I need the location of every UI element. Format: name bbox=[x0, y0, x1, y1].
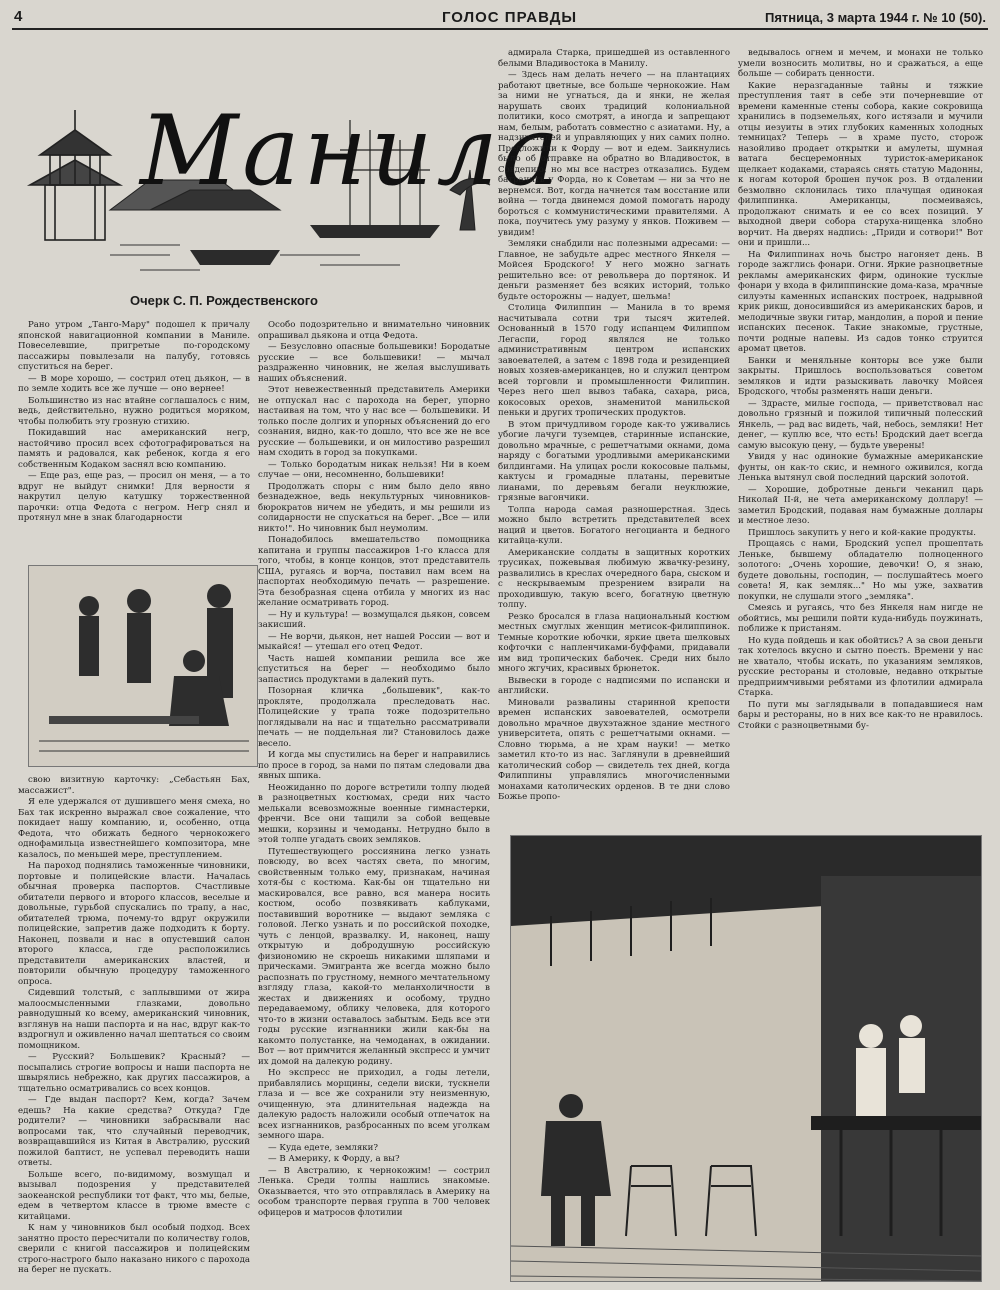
bar-drawing bbox=[511, 836, 981, 1281]
paragraph: Но экспресс не приходил, а годы летели, прибавлялись морщины, седели виски, тускнели глаза и — все же сохранили эту неизменную, очищенную, эта длинительная надежда на далекую радость наложили особый отпечаток на всех изгнанников, разбросанных по всем уголкам земного шара. bbox=[258, 1068, 490, 1141]
paragraph: — В Америку, к Форду, а вы? bbox=[268, 1154, 400, 1164]
paragraph: Но куда пойдешь и как обойтись? А за свои деньги так хотелось вкусно и сытно поесть. Времени у нас не хватало, чтобы искать, по указаниям земляков, русские рестораны и столовые, недавно открытые предприимчивыми ребятами из флотилии адмирала Старка. bbox=[738, 635, 983, 698]
paragraph: В этом причудливом городе как-то уживались убогие лачуги туземцев, старинные испанские, довольно мрачные, с решетчатыми окнами, дома наряду с богатыми уродливыми американскими билдингами. На улицах росли кокосовые пальмы, кактусы и громадные платаны, перевитые лианами, по деревьям бегали неуклюжие, грязные вагончики. bbox=[498, 419, 730, 503]
paragraph: — В Австралию, к чернокожим! — сострил Ленька. Среди толпы нашлись знакомые. Оказывается, что это отправлялась в Америку на особом транспорте первая группа в 700 человек офицеров и матросов флотилии bbox=[258, 1165, 490, 1218]
paragraph: Часть нашей компании решила все же спуститься на берег — необходимо было запастись продуктами в далекий путь. bbox=[258, 653, 490, 685]
issue-date: Пятница, 3 марта 1944 г. № 10 (50). bbox=[764, 10, 986, 25]
paragraph: Сидевший толстый, с заплывшими от жира малоосмысленными глазками, довольно равнодушный ко всему, американский чиновник, взглянув на наши паспорта и на нас, вдруг как-то вздрогнул и оживленно начал шептаться со своим помощником. bbox=[18, 988, 250, 1051]
paragraph: — Еще раз, еще раз, — просил он меня, — а то вдруг не выйдут снимки! Для верности я накрутил целую катушку торжественной парочки: отца Федота с негром. Негр снял и протянул мне в знак благодарности bbox=[18, 471, 250, 523]
bar-illustration bbox=[510, 835, 982, 1282]
page-header bbox=[12, 6, 988, 30]
article-byline: Очерк С. П. Рождественского bbox=[130, 293, 318, 308]
paragraph: Особо подозрительно и внимательно чиновник опрашивал дьякона и отца Федота. bbox=[258, 320, 490, 341]
paragraph: И когда мы спустились на берег и направились по просе в город, за нами по пятам следовали два явных шпика. bbox=[258, 750, 490, 781]
paragraph: Столица Филиппин — Манила в то время насчитывала сотни три тысяч жителей. Основанный в 1570 году испанцем Филиппом Легаспи, город являлся не только административным центром испанских завоевателей, а затем с 1898 года и резиденцией новых хозяев-американцев, но и служил центром всей торговли и промышленности Филиппин. Через него шел вывоз табака, сахара, риса, кокосовых орехов, знаменитой манильской пеньки и других тропических продуктов. bbox=[498, 303, 730, 418]
paragraph: — Где выдан паспорт? Кем, когда? Зачем едешь? На какие средства? Откуда? Где родители? — чиновники забрасывали нас вопросами так, что случайный переводчик, возвращавшийся из Китая в Австралию, русский пожилой баптист, не успевал переводить наши ответы. bbox=[18, 1095, 250, 1168]
paragraph: — Не ворчи, дьякон, нет нашей России — вот и мыкайся! — утешал его отец Федот. bbox=[258, 631, 490, 652]
paragraph: Банки и меняльные конторы все уже были закрыты. Пришлось воспользоваться советом земляков и идти разыскивать лавочку Мойсея Бродского, чтобы разменять наши деньги. bbox=[738, 355, 983, 397]
paragraph: Какие неразгаданные тайны и тяжкие преступления таят в себе эти почерневшие от времени каменные стены собора, какие сокровища хранились в подземельях, кого истязали и мучили отцы иезуиты в этих глубоких каменных холодных темницах? Теперь — в храме пусто, сторож назойливо продает открытки и амулеты, шумная ватага бесцеремонных туристок-американок щелкает кодаками, стараясь снять статую Мадонны, к ногам которой брошен пучок роз. В отдалении безмолвно склонилась тихо плачущая одинокая филиппинка. Американцы, посмеиваясь, продолжают снимать и ее со всех позиций. У выходной двери собора старуха-нищенка злобно ворчит. На дверях надпись: „Приди и сотвори!" Вот они и пришли... bbox=[738, 80, 983, 248]
paragraph: На пароход поднялись таможенные чиновники, портовые и полицейские власти. Началась обычная проверка паспортов. Счастливые обитатели первого и второго классов, веселые и довольные, гурьбой спускались по трапу, а нас, обитателей трюма, почему-то вдруг окружили полицейские, запретив даже подходить к борту. Наконец, позвали и нас в опустевший салон второго класса, где расположились представители американских властей, и повторили обычную процедуру таможенного опроса. bbox=[18, 861, 250, 987]
paragraph: Рано утром „Танго-Мару" подошел к причалу японской навигационной компании в Маниле. Повеселевшие, пригретые по-городскому пассажиры повылезали на палубу, готовясь спуститься на берег. bbox=[18, 320, 250, 372]
column-1-top bbox=[18, 320, 250, 560]
paragraph: Большинство из нас втайне соглашалось с ним, ведь, действительно, нужно родиться моряком, чтобы полюбить эту грозную стихию. bbox=[18, 395, 250, 427]
paragraph: Этот невежественный представитель Америки не отпускал нас с парохода на берег, упорно настаивая на том, что у нас все — большевики. И только после долгих и упорных объяснений до его сознания, видно, как-то дошло, что все же не все русские — большевики, и он милостиво разрешил нам сходить в город за покупками. bbox=[258, 385, 490, 458]
paragraph: Миновали развалины старинной крепости времен испанских завоевателей, осмотрели довольно мрачное двухэтажное здание местного университета, опять с решетчатыми окнами. — Словно тюрьма, а не храм науки! — метко заметил кто-то из нас. Заглянули в древнейший католический собор — свидетель тех дней, когда Филиппины управлялись многочисленными монахами католических орденов. В те дни слово Божье пропо- bbox=[498, 697, 730, 802]
column-3 bbox=[498, 48, 730, 828]
paragraph: — Безусловно опасные большевики! Бородатые русские — все большевики! — мычал раздраженно чиновник, не желая выслушивать наших объяснений. bbox=[258, 342, 490, 384]
page-number: 4 bbox=[14, 8, 23, 25]
paragraph: Прощаясь с нами, Бродский успел прошептать Леньке, бывшему обладателю полноценного золотого: „Очень хорошие, девочки! О, я знаю, будете довольны, господин, — послушайтесь моего совета! Я, как земляк..." Но мы уже, захватив покупки, не слушали этого „земляка". bbox=[738, 539, 983, 602]
paragraph: Пришлось закупить у него и кой-какие продукты. bbox=[748, 527, 976, 538]
paragraph: По пути мы заглядывали в попадавшиеся нам бары и рестораны, но в них все как-то не нравилось. Стойки с разноцветными бу- bbox=[738, 699, 983, 731]
paragraph: Увидя у нас одинокие бумажные американские фунты, он как-то скис, и немного оживился, когда Ленька вытянул свой последний царский золотой. bbox=[738, 452, 983, 483]
paragraph: — Здесь нам делать нечего — на плантациях работают цветные, все больше чернокожие. Нам за ними не угнаться, да и янки, не желая нарушать своих традиций колониальной политики, косо смотрят, а иногда и запрещают нам, белым, работать совместно с азиатами. Ну, а надзирателей и управляющих у них самих полно. Предложили к Форду — вот и едем. Заикнулись было об отправке на обратно во Владивосток, в Совдепию, но мы все настрез отказались. Будем батрачить у Форда, но к Советам — ни за что не вернемся. Вот, когда начнется там восстание или война — тогда двинемся домой помогать народу бороться с коммунистическими правителями. А пока, поучитесь уму разуму у янков. Поживем — увидим! bbox=[498, 70, 730, 238]
paragraph: Резко бросался в глаза национальный костюм местных смуглых женщин метисок-филиппинок. Темные короткие юбочки, яркие цвета шелковых кофточки с напленчиками-буффами, придавали им вид тропических бабочек. Среди них было много жгучих, красивых брюнеток. bbox=[498, 611, 730, 674]
paragraph: Путешествующего россиянина легко узнать повсюду, во всех частях света, по многим, свойственным только ему, признакам, начиная хотя-бы с костюма. Как-бы он тщательно ни маскировался, все равно, вся манера носить костюм, особо позвякивать каблуками, поставивший воротнике — выдают земляка с головой. Легко узнать и по российской походке, чуть с ленцой, вразвалку. И, наконец, нашу открытую и добродушную российскую физиономию не скроешь никакими шляпами и прическами. Эмигранта же всегда можно было распознать по грустному, немного мечтательному взгляду глаза, какой-то меланхоличности в жестах и движениях и особому, трудно передаваемому, облику человека, для которого что-то в жизни оставалось забытым. Бедь все эти годы русские изгнанники жили как-бы на какомто полустанке, на чемоданах, в ожидании. Вот — вот примчится желанный экспресс и умчит их домой на далекую родину. bbox=[258, 846, 490, 1067]
paragraph: Неожиданно по дороге встретили толпу людей в разноцветных костюмах, среди них часто мелькали всевозможные военные гимнастерки, френчи. Все они тащили за собой вещевые мешки, корзины и чемоданы. Нетрудно было в этой толпе угадать своих земляков. bbox=[258, 782, 490, 845]
customs-drawing bbox=[29, 566, 257, 766]
newspaper-title: ГОЛОС ПРАВДЫ bbox=[442, 9, 578, 26]
paragraph: Позорная кличка „большевик", как-то прокляте, продолжала преследовать нас. Полицейские у трапа тоже подозрительно поглядывали на нас и тщательно рассматривали печать — не поддельная ли? Становилось даже весело. bbox=[258, 686, 490, 749]
paragraph: Земляки снабдили нас полезными адресами: — Главное, не забудьте адрес местного Янкеля — Мойсея Бродского! У него можно загнать решительно все: от револьвера до портянок. И деньги разменяет без всяких историй, только будьте осторожны — надует, шельма! bbox=[498, 239, 730, 302]
harbor-illustration bbox=[20, 60, 563, 290]
paragraph: Толпа народа самая разношерстная. Здесь можно было встретить представителей всех наций и цветов. Богатого негоцианта и бедного китайца-кули. bbox=[498, 504, 730, 546]
article-title: Манила bbox=[140, 95, 563, 207]
paragraph: — Хорошие, добротные деньги чеканил царь Николай II-й, не чета американскому доллару! — заметил Бродский, подавая нам бумажные доллары и местное лезо. bbox=[738, 484, 983, 526]
column-1-bottom bbox=[18, 775, 250, 1285]
paragraph: адмирала Старка, пришедшей из оставленного белыми Владивостока в Манилу. bbox=[498, 48, 730, 69]
paragraph: — Ну и культура! — возмущался дьякон, совсем закисший. bbox=[258, 609, 490, 630]
paragraph: Вывески в городе с надписями по испански и английски. bbox=[498, 675, 730, 696]
paragraph: — Здрасте, милые господа, — приветствовал нас довольно грязный и пожилой типичный полесский Янкель, — рад вас видеть, чай, небось, земляки! Нет денег, — куплю все, что есть! Бродский дает всегда самую высокую цену, — будьте уверены! bbox=[738, 398, 983, 451]
paragraph: Я еле удержался от душившего меня смеха, но Бах так искренно выражал свое сожаление, что покидает нашу компанию, и, особенно, отца Федота, что обижать бедного чернокожего однофамильца известнейшего композитора, мне казалось, по меньшей мере, преступлением. bbox=[18, 797, 250, 860]
customs-illustration bbox=[28, 565, 258, 767]
paragraph: На Филиппинах ночь быстро нагоняет день. В городе зажглись фонари. Огни. Яркие разноцветные рекламы американских фирм, одинокие тусклые фонари у входа в филиппинские дома-каза, мрачные силуэты каменных испанских построек, надрывной крик рикш, доносившийся из американских баров, и мелодичные звуки гитар, мандолин, а порой и пение испанских песенок. Такие знакомые, грустные, почти родные напевы. Из садов тонко струится аромат цветов. bbox=[738, 249, 983, 354]
paragraph: — В море хорошо, — сострил отец дьякон, — в по земле ходить все же лучше — оно вернее! bbox=[18, 373, 250, 394]
paragraph: Продолжать споры с ним было дело явно безнадежное, ведь некультурных чиновников-бюрократов ничем не убедить, и мы решили из солидарности не спускаться на берег. „Все — или никто!". Но чиновник был неумолим. bbox=[258, 481, 490, 534]
paragraph: Покидавший нас американский негр, настойчиво просил всех сфотографироваться на память и радовался, как ребенок, когда я его собственным Кодаком заснял всю компанию. bbox=[18, 428, 250, 470]
paragraph: Смеясь и ругаясь, что без Янкеля нам нигде не обойтись, мы решили пойти куда-нибудь поужинать, поближе к пристаням. bbox=[738, 603, 983, 634]
paragraph: — Только бородатым никак нельзя! Ни в коем случае — они, несомненно, большевики! bbox=[258, 459, 490, 480]
paragraph: — Русский? Большевик? Красный? — посыпались строгие вопросы и наши паспорта не швырялись небрежно, как других пассажиров, а тщательно осматривались со всех концов. bbox=[18, 1052, 250, 1094]
paragraph: Понадобилось вмешательство помощника капитана и группы пассажиров 1-го класса для того, чтобы, в конце концов, этот представитель США, ругаясь и ворча, поставил нам всем на паспортах необходимую печать — разрешение. Эта безобразная сцена отбила у многих из нас желание осматривать город. bbox=[258, 535, 490, 608]
paragraph: К нам у чиновников был особый подход. Всех занятно просто пересчитали по количеству голов, сверили с книгой пассажиров и полицейским строго-настрого было наказано никого с парохода на берег не пускать. bbox=[18, 1223, 250, 1275]
paragraph: ведывалось огнем и мечем, и монахи не только умели возносить молитвы, но и сражаться, а еще больше — собирать ценности. bbox=[738, 48, 983, 79]
paragraph: Больше всего, по-видимому, возмущал и вызывал подозрения у представителей заокеанской республики тот факт, что мы, белые, едем в четвертом классе в трюме вместе с китайцами. bbox=[18, 1169, 250, 1222]
paragraph: свою визитную карточку: „Себастьян Бах, массажист". bbox=[18, 775, 250, 796]
paragraph: Американские солдаты в защитных коротких трусиках, пожевывая любимую жвачку-резину, развалились в креслах очередного бара, сыском и с нескрываемым презрением взирали на проходившую, такую всего, богатную цветную толпу. bbox=[498, 547, 730, 610]
paragraph: — Куда едете, земляки? bbox=[268, 1142, 378, 1153]
column-2 bbox=[258, 320, 490, 1285]
column-4 bbox=[738, 48, 983, 838]
